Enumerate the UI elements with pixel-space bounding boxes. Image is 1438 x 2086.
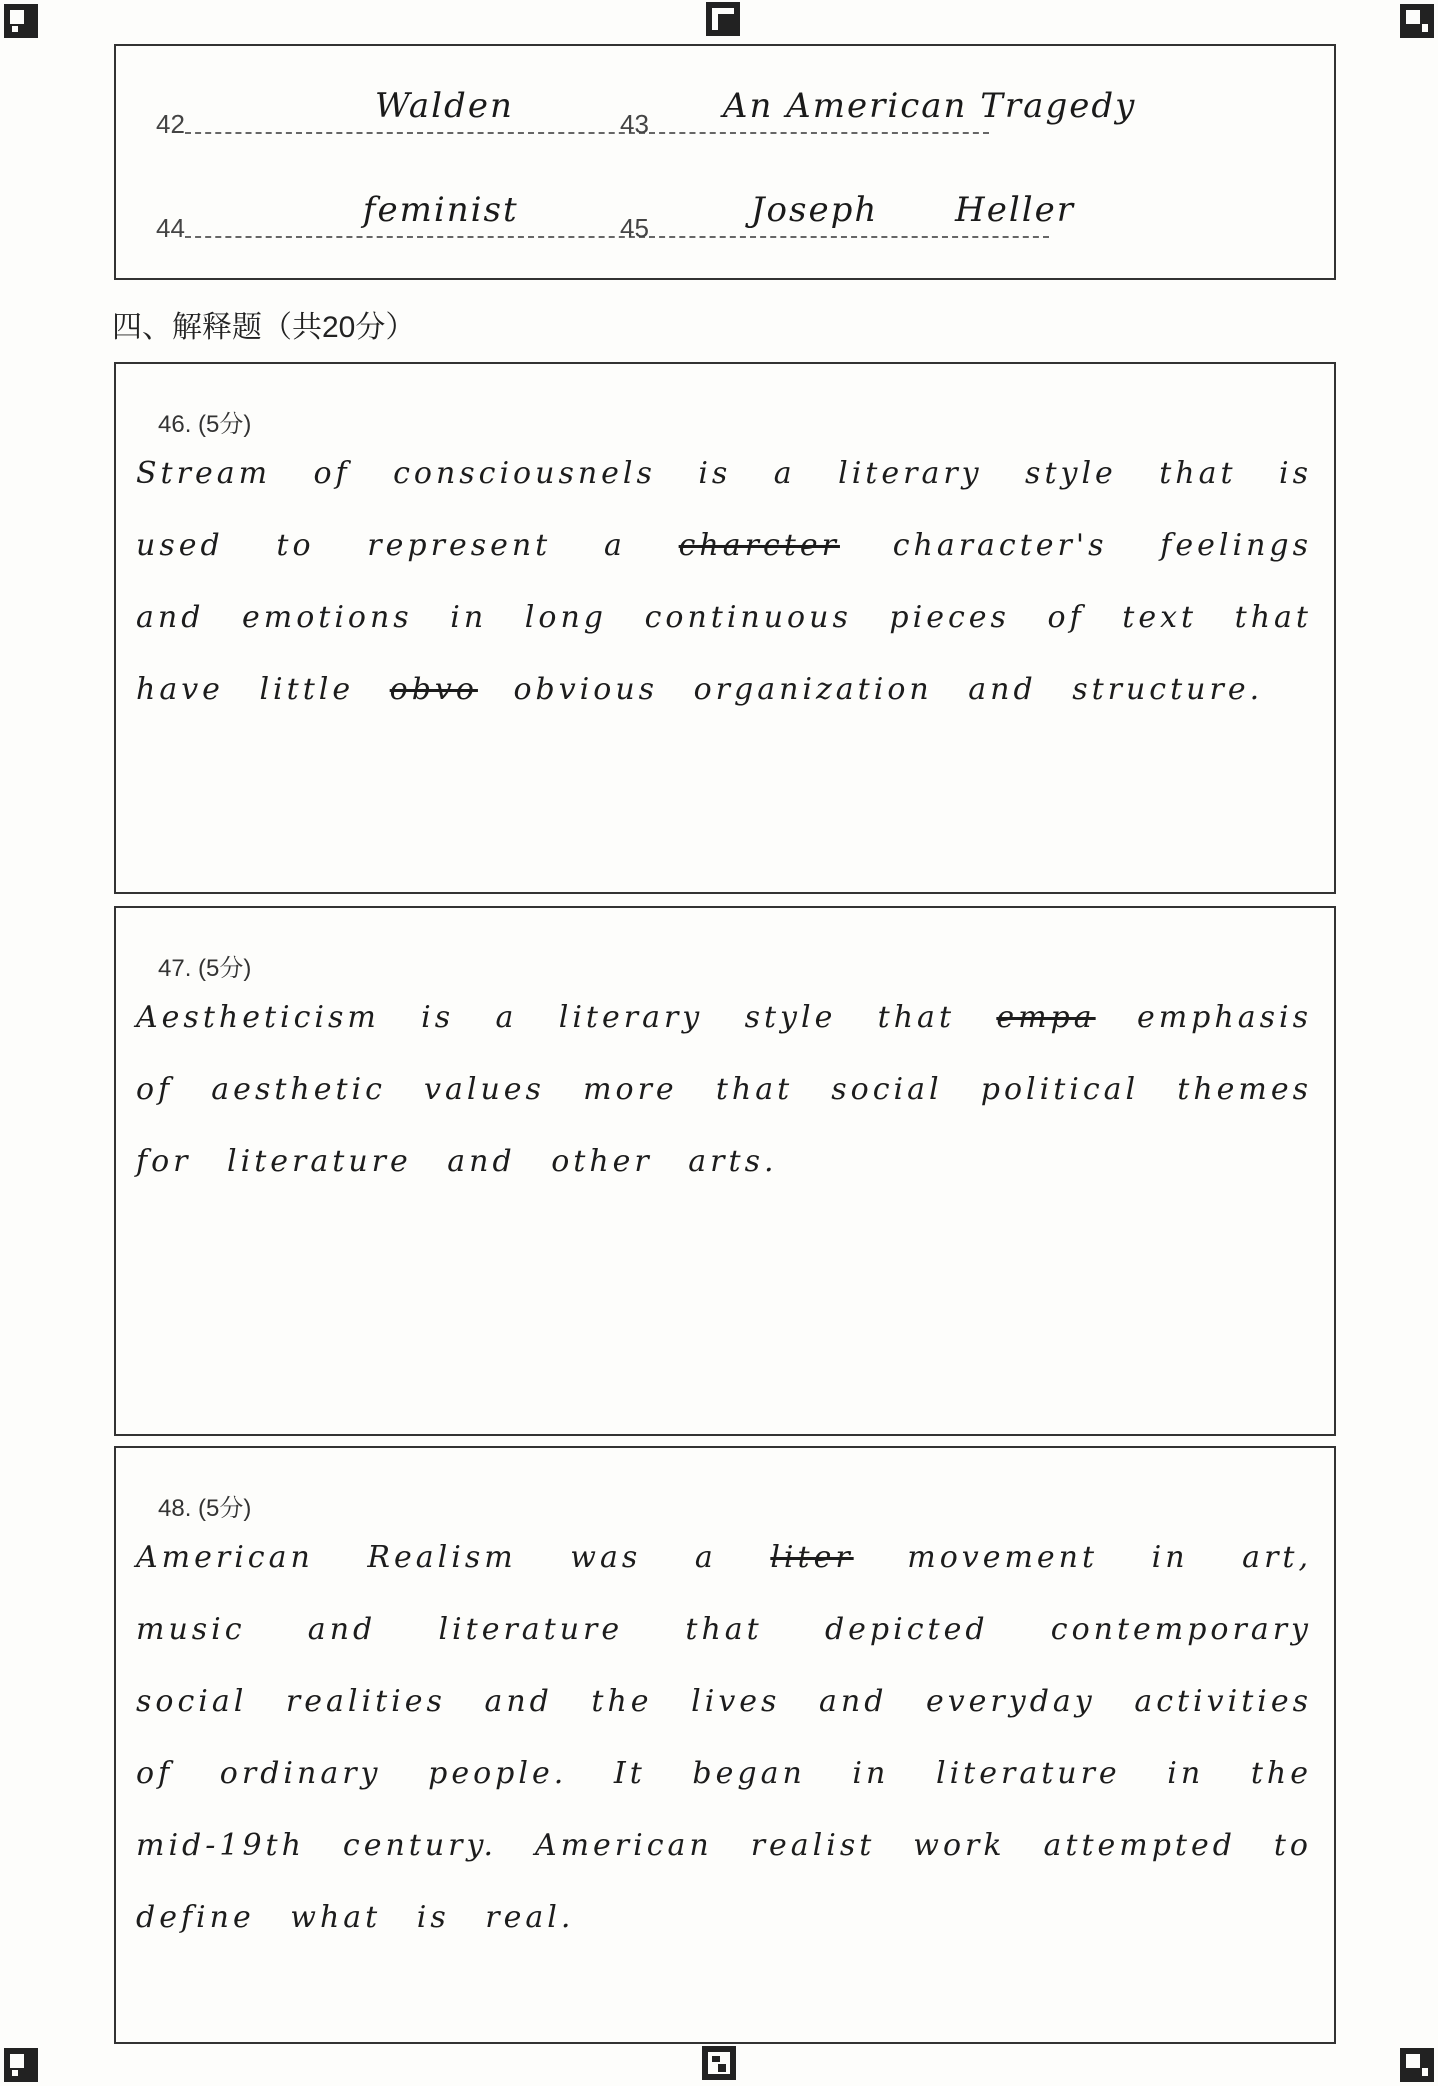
answer-text-part: character's feelings and emotions in long continuous pieces of text that have little — [136, 528, 1312, 707]
alignment-marker-bottom-center — [702, 2046, 736, 2080]
handwritten-answer: An American Tragedy — [722, 86, 1137, 126]
dashed-underline — [649, 132, 989, 134]
crossed-out-word: empa — [996, 1000, 1096, 1035]
answer-text-part: emphasis of aesthetic values more that social political themes for literature and other arts. — [136, 1000, 1312, 1179]
blank-item-45 — [620, 190, 1075, 244]
handwritten-answer — [136, 1522, 1312, 1954]
answer-text-part: Stream of consciousnels is a literary style that is used to represent a — [136, 456, 1312, 563]
corner-marker-bottom-left — [4, 2048, 38, 2082]
answer-text-part: movement in art, music and literature that depicted contemporary social realities and the lives and everyday activities of ordinary people. It began in literature in the mid-19th century. American realist work attempted to define what is real. — [136, 1540, 1312, 1935]
crossed-out-word: liter — [770, 1540, 854, 1575]
crossed-out-word: obvo — [389, 672, 478, 707]
handwritten-answer: feminist — [362, 190, 519, 230]
answer-text-part: obvious organization and structure. — [477, 672, 1264, 707]
question-label: 48. (5分) — [158, 1495, 252, 1522]
blank-number: 45 — [620, 213, 649, 243]
corner-marker-top-right — [1400, 4, 1434, 38]
blank-number: 43 — [620, 109, 649, 139]
blank-number: 44 — [156, 213, 185, 243]
question-label: 46. (5分) — [158, 411, 252, 438]
question-label: 47. (5分) — [158, 955, 252, 982]
crossed-out-word: charcter — [678, 528, 840, 563]
blank-line — [649, 86, 1137, 140]
corner-marker-top-left — [4, 4, 38, 38]
fill-in-row-2 — [156, 190, 1294, 250]
fill-in-row-1 — [156, 86, 1294, 146]
blank-item-44 — [156, 190, 645, 244]
blank-number: 42 — [156, 109, 185, 139]
handwritten-answer — [136, 982, 1312, 1198]
blank-line — [649, 190, 1075, 244]
dashed-underline — [185, 132, 645, 134]
dashed-underline — [185, 236, 645, 238]
answer-text-part: American Realism was a — [136, 1540, 771, 1575]
blank-item-42 — [156, 86, 645, 140]
corner-marker-bottom-right — [1400, 2048, 1434, 2082]
dashed-underline — [649, 236, 1049, 238]
answer-box-48 — [114, 1446, 1336, 2044]
answer-box-46 — [114, 362, 1336, 894]
handwritten-answer — [136, 438, 1312, 726]
alignment-marker-top-center — [706, 2, 740, 36]
handwritten-answer: Joseph Heller — [750, 190, 1075, 230]
blank-item-43 — [620, 86, 1137, 140]
answer-text-part: Aestheticism is a literary style that — [136, 1000, 997, 1035]
handwritten-answer: Walden — [374, 86, 514, 126]
section-heading: 四、解释题（共20分） — [112, 311, 416, 344]
fill-in-answer-box — [114, 44, 1336, 280]
answer-box-47 — [114, 906, 1336, 1436]
